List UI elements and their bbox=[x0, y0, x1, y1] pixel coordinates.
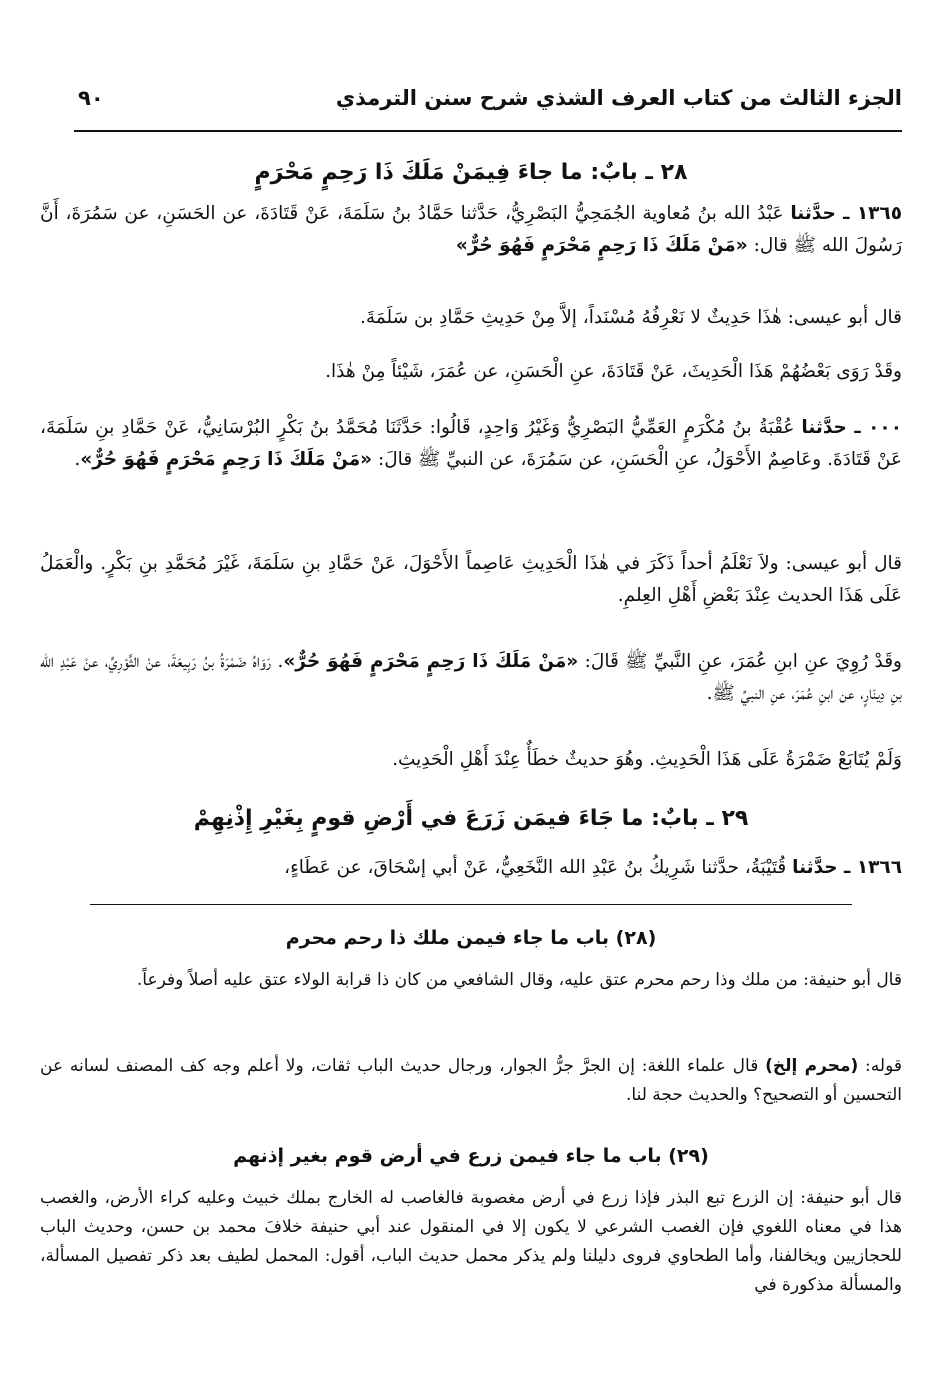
commentary-heading-29-block bbox=[40, 1142, 902, 1170]
commentary-para-1 bbox=[40, 966, 902, 995]
abu-isa-note-1 bbox=[40, 302, 902, 334]
commentary-para-2-bold: (محرم إلخ) bbox=[765, 1056, 859, 1076]
narration-note bbox=[40, 356, 902, 388]
page-number: ٩٠ bbox=[78, 86, 104, 110]
hadith-1365 bbox=[40, 198, 902, 262]
ibn-umar-narration-quote: «مَنْ مَلَكَ ذَا رَحِمٍ مَحْرَمٍ فَهُوَ حُرٌّ» bbox=[283, 651, 579, 672]
commentary-para-2-text bbox=[40, 1052, 902, 1110]
damra-note bbox=[40, 744, 902, 776]
hadith-1366-body: قُتَيْبَةُ، حدَّثنا شَرِيكُ بنُ عَبْدِ الله النَّخَعِيُّ، عَنْ أبي إسْحَاقَ، عن عَطَاءٍ، bbox=[284, 857, 793, 878]
commentary-para-2-b: قال علماء اللغة: إن الجرَّ جرُّ الجوار، ورجال حديث الباب ثقات، ولا أعلم وجه كف المصنف لسانه عن التحسين أو التصحيح؟ والحديث حجة لنا. bbox=[40, 1056, 902, 1105]
header-rule bbox=[74, 130, 902, 132]
hadith-000-body: عُقْبَةُ بنُ مُكْرَمٍ العَمِّيُّ البَصْرِيُّ وَغَيْرُ وَاحِدٍ، قَالُوا: حَدَّثَنَا مُحَمَّدُ بنُ بَكْرٍ البُرْسَانِيُّ، عَنْ حَمَّادِ بنِ سَلَمَةَ، عَنْ قَتَادَةَ. وعَاصِمٌ الأَحْوَلُ، عنِ الْحَسَنِ، عن سَمُرَةَ، عن النبيِّ ﷺ قالَ: bbox=[40, 417, 902, 470]
abu-isa-note-2 bbox=[40, 548, 902, 612]
commentary-heading-28: (٢٨) باب ما جاء فيمن ملك ذا رحم محرم bbox=[285, 927, 657, 949]
ibn-umar-narration-a: وقَدْ رُوِيَ عنِ ابنِ عُمَرَ، عنِ النَّبيِّ ﷺ قَالَ: bbox=[578, 651, 902, 672]
abu-isa-note-1-text: قال أبو عيسى: هٰذَا حَدِيثٌ لا نَعْرِفُهُ مُسْنَداً، إلاَّ مِنْ حَدِيثِ حَمَّادِ بن سَلَمَةَ. bbox=[360, 307, 902, 328]
commentary-para-2-a: قوله: bbox=[858, 1056, 902, 1076]
hadith-000-end: . bbox=[74, 449, 81, 470]
hadith-1365-label: ١٣٦٥ ـ حدَّثنا bbox=[790, 203, 903, 224]
hadith-000-quote: «مَنْ مَلَكَ ذَا رَحِمٍ مَحْرَمٍ فَهُوَ حُرٌّ» bbox=[80, 449, 373, 470]
ibn-umar-narration bbox=[40, 646, 902, 710]
running-header-title: الجزء الثالث من كتاب العرف الشذي شرح سنن الترمذي bbox=[335, 86, 902, 110]
chapter-29-heading: ٢٩ ـ بابٌ: ما جَاءَ فيمَن زَرَعَ في أَرْضِ قومٍ بِغَيْرِ إِذْنِهِمْ bbox=[193, 806, 749, 831]
commentary-para-1-text: قال أبو حنيفة: من ملك وذا رحم محرم عتق عليه، وقال الشافعي من كان ذا قرابة الولاء عتق عليه أصلاً وفرعاً. bbox=[136, 970, 902, 990]
hadith-1365-text bbox=[40, 198, 902, 262]
hadith-000-text bbox=[40, 412, 902, 476]
commentary-divider bbox=[90, 904, 852, 905]
commentary-para-3-text: قال أبو حنيفة: إن الزرع تبع البذر فإذا زرع في أرض مغصوبة فالغاصب له الخارج بملك خبيث وعليه كراء الأرض، والغصب هذا في معناه اللغوي فإن الغصب الشرعي لا يكون إلا في المنقول عند أبي حنيفة خلافَ محمد بن حسن، وحديث الباب للحجازيين ويخالفنا، وأما الطحاوي فروى دليلنا ولم يذكر محمل حديث الباب، أقول: المحمل لطيف بعد ذكر تفصيل المسألة، والمسألة مذكورة في bbox=[40, 1188, 902, 1295]
commentary-heading-29: (٢٩) باب ما جاء فيمن زرع في أرض قوم بغير إذنهم bbox=[233, 1145, 709, 1167]
hadith-1366-text bbox=[40, 852, 902, 884]
narration-note-text: وقَدْ رَوَى بَعْضُهُمْ هَذَا الْحَدِيثَ، عَنْ قَتَادَةَ، عنِ الْحَسَنِ، عن عُمَرَ، شَيْئاً مِنْ هٰذَا. bbox=[325, 361, 902, 382]
damra-note-text: وَلَمْ يُتَابَعْ ضَمْرَةُ عَلَى هَذَا الْحَدِيثِ. وهُوَ حديثٌ خطَأٌ عِنْدَ أَهْلِ الْحَدِيثِ. bbox=[392, 749, 902, 770]
hadith-1365-body: عَبْدُ الله بنُ مُعاوية الجُمَحِيُّ البَصْرِيُّ، حَدَّثنا حَمَّادُ بنُ سَلَمَةَ، عَنْ قَتَادَةَ، عن الحَسَنِ، عن سَمُرَةَ، أَنَّ رَسُولَ الله ﷺ قال: bbox=[40, 203, 902, 256]
hadith-000 bbox=[40, 412, 902, 476]
chapter-28-heading-block bbox=[40, 158, 902, 188]
running-header bbox=[78, 82, 902, 122]
commentary-para-3 bbox=[40, 1184, 902, 1300]
ibn-umar-narration-b: . رَوَاهُ ضَمْرَةُ بنُ رَبِيعَةَ، عنْ الثَّوْرِيِّ، عنْ عَبْدِ الله بنِ دِينَارٍ، عن ابنِ عُمَرَ، عنِ النبيِّ ﷺ. bbox=[40, 651, 902, 704]
chapter-29-heading-block bbox=[40, 804, 902, 834]
chapter-28-heading: ٢٨ ـ بابٌ: ما جاءَ فِيمَنْ مَلَكَ ذَا رَحِمٍ مَحْرَمٍ bbox=[254, 160, 688, 185]
hadith-1366 bbox=[40, 852, 902, 884]
ibn-umar-narration-text bbox=[40, 646, 902, 710]
abu-isa-note-2-text: قال أبو عيسى: ولاَ نَعْلَمُ أحداً ذَكَرَ في هٰذَا الْحَدِيثِ عَاصِماً الأَحْوَلَ، عَنْ حَمَّادِ بنِ سَلَمَةَ، غَيْرَ مُحَمَّدِ بنِ بَكْرٍ. والْعَمَلُ عَلَى هَذَا الحديث عِنْدَ بَعْضِ أَهْلِ العِلمِ. bbox=[40, 553, 902, 606]
hadith-1366-label: ١٣٦٦ ـ حدَّثنا bbox=[792, 857, 902, 878]
commentary-para-2 bbox=[40, 1052, 902, 1110]
hadith-000-label: ٠٠٠ ـ حدَّثنا bbox=[801, 417, 903, 438]
commentary-heading-28-block bbox=[40, 924, 902, 952]
hadith-1365-quote: «مَنْ مَلَكَ ذَا رَحِمٍ مَحْرَمٍ فَهُوَ حُرٌّ» bbox=[455, 235, 748, 256]
